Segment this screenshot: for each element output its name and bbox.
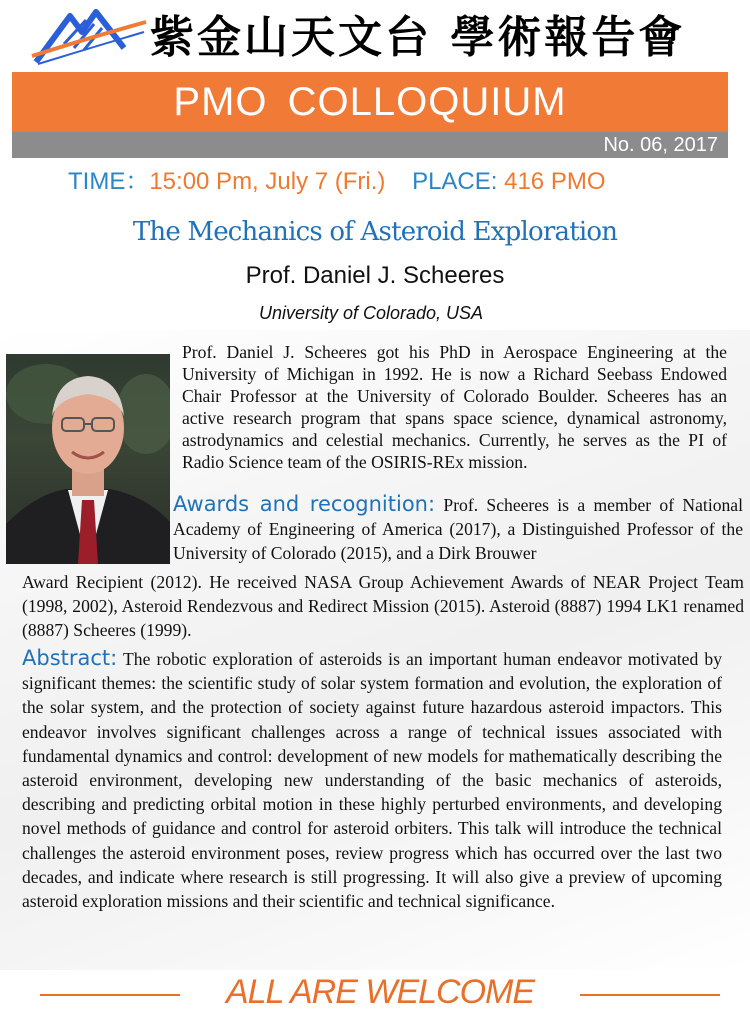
portrait-illustration <box>6 354 170 564</box>
issue-band <box>12 132 728 158</box>
abstract-heading: Abstract: <box>22 646 118 670</box>
time-value: 15:00 Pm, July 7 (Fri.) <box>149 168 386 195</box>
colloquium-banner: PMO COLLOQUIUM <box>12 72 728 132</box>
time-label: TIME： <box>68 168 150 195</box>
place-label: PLACE: <box>412 168 498 195</box>
welcome-footer <box>40 970 720 1014</box>
pmo-logo-icon <box>28 4 148 68</box>
awards-heading: Awards and recognition: <box>173 492 436 516</box>
speaker-bio: Prof. Daniel J. Scheeres got his PhD in Aerospace Engineering at the University of Michigan in 1992. He is now a Richard Seebass Endowed Chair Professor at the University of Colorado Boulder. Scheeres has an active research program that spans space science, dynamical astronomy, astrodynamics and celestial mechanics. Currently, he serves as the PI of Radio Science team of the OSIRIS-REx mission. <box>182 342 727 472</box>
awards-text-top: Prof. Scheeres is a member of National Academy of Engineering of America (2017), a Distinguished Professor of the University of Colorado (2015), and a Dirk Brouwer <box>173 495 743 563</box>
speaker-photo <box>6 354 170 564</box>
institution-title-cn: 紫金山天文台 學術報告會 <box>150 12 686 63</box>
awards-section <box>173 492 743 565</box>
place-value: 416 PMO <box>504 168 606 195</box>
issue-number: No. 06, 2017 <box>603 134 718 156</box>
awards-text-bottom: Award Recipient (2012). He received NASA Group Achievement Awards of NEAR Project Team (1998, 2002), Asteroid Rendezvous and Redirect Mission (2015). Asteroid (8887) 1994 LK1 renamed (8887) Scheeres (1999). <box>22 572 744 640</box>
schedule-row <box>68 166 738 198</box>
welcome-text: ALL ARE WELCOME <box>225 973 535 1011</box>
speaker-name: Prof. Daniel J. Scheeres <box>245 262 505 289</box>
abstract-section <box>22 646 722 913</box>
abstract-text: The robotic exploration of asteroids is an important human endeavor motivated by significant themes: the scientific study of solar system formation and evolution, the exploration of the solar system, and the protection of society against future hazardous asteroid impactors. This endeavor involves significant challenges across a range of technical issues associated with fundamental dynamics and control: development of new models for mathematically describing the asteroid environment, developing new understanding of the basic mechanics of asteroids, describing and predicting orbital motion in these highly perturbed environments, and developing novel methods of guidance and control for asteroid orbiters. This talk will introduce the technical challenges the asteroid environment poses, review progress which has occurred over the last two decades, and indicate where research is still progressing. It will also give a preview of upcoming asteroid exploration missions and their scientific and technical significance. <box>22 649 722 912</box>
welcome-divider-left <box>40 994 180 996</box>
welcome-divider-right <box>580 994 720 996</box>
speaker-affiliation: University of Colorado, USA <box>258 303 484 323</box>
talk-title: The Mechanics of Asteroid Exploration <box>132 217 618 247</box>
